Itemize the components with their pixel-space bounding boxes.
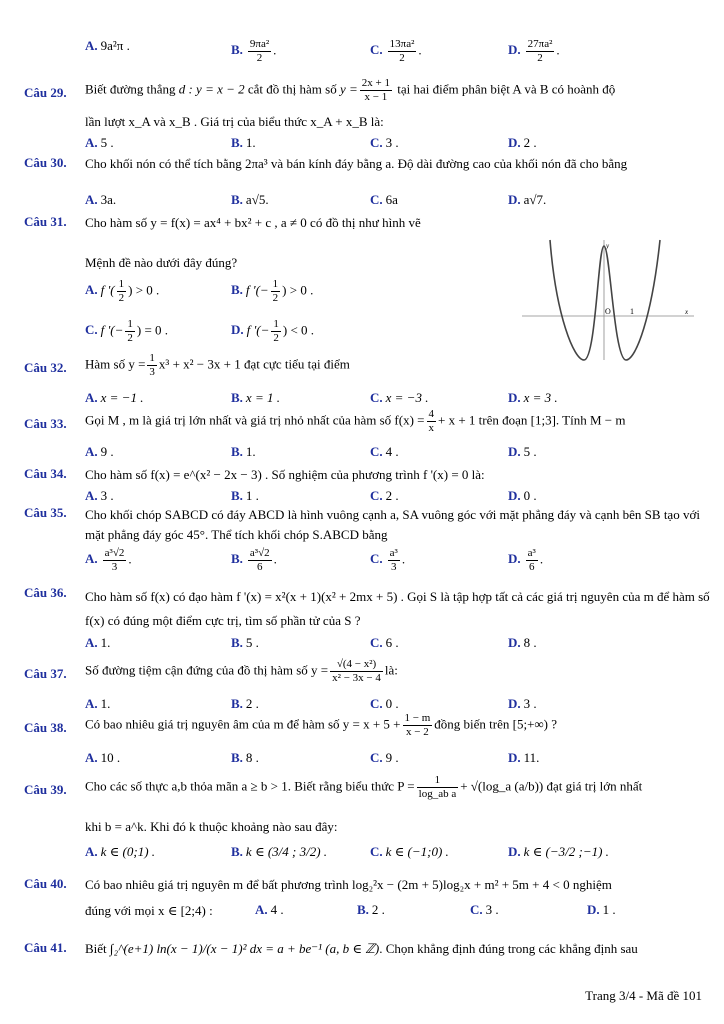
option-d[interactable]: D. k ∈ (−3/2 ;−1) .	[508, 844, 609, 859]
question-number: Câu 29.	[24, 85, 67, 100]
option-b[interactable]: B. $\frac{\text{a³√2}}{6}$ .	[231, 547, 277, 573]
option-d[interactable]: D. 2 .	[508, 135, 537, 150]
options-33	[85, 444, 715, 464]
option-a[interactable]: A. f '( $\frac{1}{2}$ ) > 0 .	[85, 278, 160, 304]
option-b[interactable]: B. 1 .	[231, 488, 259, 503]
option-a[interactable]: A. 3 .	[85, 488, 114, 503]
question-number: Câu 33.	[24, 416, 67, 431]
option-c[interactable]: C. $\frac{\text{a³}}{3}$ .	[370, 547, 406, 573]
question-stem: Hàm số y = $\frac{1}{3}$ x³ + x² − 3x + 1 đạt cực tiểu tại điểm	[85, 352, 350, 378]
question-number: Câu 35.	[24, 505, 67, 520]
option-b[interactable]: B. 1.	[231, 135, 256, 150]
options-30	[85, 192, 715, 212]
option-b[interactable]: B. k ∈ (3/4 ; 3/2) .	[231, 844, 328, 859]
question-stem: Cho hàm số f(x) có đạo hàm f '(x) = x²(x + 1)(x² + 2mx + 5) . Gọi S là tập hợp tất cả các giá trị nguyên của m để hàm số f(x) có đúng một điểm cực trị, tìm số phần tử của S ?	[85, 589, 710, 628]
options-29	[85, 135, 715, 155]
option-c[interactable]: C. f '(− $\frac{1}{2}$ ) = 0 .	[85, 318, 169, 344]
origin-label: O	[605, 307, 611, 316]
option-c[interactable]: C. 3 .	[470, 902, 499, 917]
option-c[interactable]: C. $\frac{\text{13πa²}}{2}$ .	[370, 38, 422, 64]
option-c[interactable]: C. 6a	[370, 192, 398, 207]
question-number: Câu 34.	[24, 466, 67, 481]
question-stem: Số đường tiệm cận đứng của đồ thị hàm số y = $\frac{\text{√(4 − x²)}}{\text{x² − 3x − 4}}$ là:	[85, 658, 398, 684]
option-a[interactable]: A. 1.	[85, 696, 111, 711]
option-b[interactable]: B. 2 .	[231, 696, 259, 711]
option-c[interactable]: C. 0 .	[370, 696, 399, 711]
question-stem-line2: khi b = a^k. Khi đó k thuộc khoảng nào sau đây:	[85, 819, 338, 834]
question-prompt: Mệnh đề nào dưới đây đúng?	[85, 255, 238, 270]
option-a[interactable]: A. x = −1 .	[85, 390, 144, 405]
option-a[interactable]: A. k ∈ (0;1) .	[85, 844, 156, 859]
option-a[interactable]: A. $\frac{\text{a³√2}}{3}$ .	[85, 547, 132, 573]
option-d[interactable]: D. 1 .	[587, 902, 616, 917]
option-b[interactable]: B. $\frac{\text{9πa²}}{2}$ .	[231, 38, 277, 64]
option-b[interactable]: B. 8 .	[231, 750, 259, 765]
curve	[550, 240, 660, 360]
question-number: Câu 41.	[24, 940, 67, 955]
question-stem: Cho hàm số y = f(x) = ax⁴ + bx² + c , a ≠ 0 có đồ thị như hình vẽ	[85, 215, 421, 230]
y-label: y	[606, 242, 610, 250]
question-number: Câu 38.	[24, 720, 67, 735]
option-d[interactable]: D. $\frac{\text{a³}}{6}$ .	[508, 547, 544, 573]
question-stem: Cho khối chóp SABCD có đáy ABCD là hình vuông cạnh a, SA vuông góc với mặt phẳng đáy và cạnh bên SB tạo với mặt phẳng đáy góc 45°. Thể tích khối chóp S.ABCD bằng	[85, 507, 700, 542]
option-b[interactable]: B. 2 .	[357, 902, 385, 917]
question-number: Câu 40.	[24, 876, 67, 891]
option-c[interactable]: C. x = −3 .	[370, 390, 429, 405]
question-stem: Có bao nhiêu giá trị nguyên âm của m để hàm số y = x + 5 + $\frac{1 - m}{x - 2}$ đồng biến trên [5;+∞) ?	[85, 712, 558, 738]
option-b[interactable]: B. x = 1 .	[231, 390, 280, 405]
options-28	[85, 38, 715, 64]
option-c[interactable]: C. 3 .	[370, 135, 399, 150]
option-b[interactable]: B. 1.	[231, 444, 256, 459]
option-b[interactable]: B. a√5.	[231, 192, 269, 207]
question-stem: Biết đường thẳng d : y = x − 2 cắt đồ thị hàm số y = $\frac{2x + 1}{x - 1}$ tại hai điểm phân biệt A và B có hoành độ	[85, 77, 616, 103]
option-b[interactable]: B. 5 .	[231, 635, 259, 650]
options-32	[85, 390, 715, 410]
options-35	[85, 547, 715, 583]
question-number: Câu 30.	[24, 155, 67, 170]
option-c[interactable]: C. 6 .	[370, 635, 399, 650]
option-d[interactable]: D. x = 3 .	[508, 390, 558, 405]
option-a[interactable]: A. 3a.	[85, 192, 117, 207]
x-label: x	[685, 308, 689, 316]
options-38	[85, 750, 715, 770]
question-number: Câu 37.	[24, 666, 67, 681]
option-d[interactable]: D. $\frac{\text{27πa²}}{2}$ .	[508, 38, 560, 64]
options-40	[255, 902, 715, 922]
option-a[interactable]: A. 1.	[85, 635, 111, 650]
option-d[interactable]: D. a√7.	[508, 192, 547, 207]
option-d[interactable]: D. f '(− $\frac{1}{2}$ ) < 0 .	[231, 318, 315, 344]
option-d[interactable]: D. 0 .	[508, 488, 537, 503]
option-a[interactable]: A. 4 .	[255, 902, 284, 917]
question-stem-line2: lần lượt x_A và x_B . Giá trị của biểu thức x_A + x_B là:	[85, 114, 384, 129]
option-c[interactable]: C. 4 .	[370, 444, 399, 459]
question-number: Câu 36.	[24, 585, 67, 600]
question-number: Câu 32.	[24, 360, 67, 375]
question-stem: Cho hàm số f(x) = e^(x² − 2x − 3) . Số nghiệm của phương trình f '(x) = 0 là:	[85, 467, 485, 482]
question-number: Câu 31.	[24, 214, 67, 229]
option-d[interactable]: D. 5 .	[508, 444, 537, 459]
option-a[interactable]: A. 5 .	[85, 135, 114, 150]
option-d[interactable]: D. 8 .	[508, 635, 537, 650]
page-footer: Trang 3/4 - Mã đề 101	[585, 988, 702, 1003]
options-39	[85, 844, 715, 864]
option-d[interactable]: D. 11.	[508, 750, 540, 765]
function-graph	[522, 236, 702, 362]
option-c[interactable]: C. 2 .	[370, 488, 399, 503]
question-stem: Biết ∫₂^(e+1) ln(x − 1)/(x − 1)² dx = a + be⁻¹ (a, b ∈ ℤ). Chọn khẳng định đúng trong các khẳng định sau	[85, 941, 638, 956]
option-a[interactable]: A. 9a²π .	[85, 38, 130, 53]
question-stem-line2: đúng với mọi x ∈ [2;4) :	[85, 903, 213, 918]
option-b[interactable]: B. f '(− $\frac{1}{2}$ ) > 0 .	[231, 278, 314, 304]
question-stem: Cho các số thực a,b thỏa mãn a ≥ b > 1. Biết rằng biểu thức P = $\frac{1}{\text{log\_ab a}}$ + √(log_a (a/b)) đạt giá trị lớn nhất	[85, 774, 643, 800]
option-a[interactable]: A. 10 .	[85, 750, 121, 765]
option-c[interactable]: C. k ∈ (−1;0) .	[370, 844, 449, 859]
question-stem: Có bao nhiêu giá trị nguyên m để bất phương trình log₂²x − (2m + 5)log₂x + m² + 5m + 4 < 0 nghiệm	[85, 877, 612, 892]
tick-one-label: 1	[630, 307, 634, 316]
option-a[interactable]: A. 9 .	[85, 444, 114, 459]
options-36	[85, 635, 715, 655]
question-stem: Cho khối nón có thể tích bằng 2πa³ và bán kính đáy bằng a. Độ dài đường cao của khối nón đã cho bằng	[85, 156, 628, 171]
question-number: Câu 39.	[24, 782, 67, 797]
option-d[interactable]: D. 3 .	[508, 696, 537, 711]
question-stem: Gọi M , m là giá trị lớn nhất và giá trị nhỏ nhất của hàm số f(x) = $\frac{4}{x}$ + x + 1 trên đoạn [1;3]. Tính M − m	[85, 408, 626, 434]
option-c[interactable]: C. 9 .	[370, 750, 399, 765]
